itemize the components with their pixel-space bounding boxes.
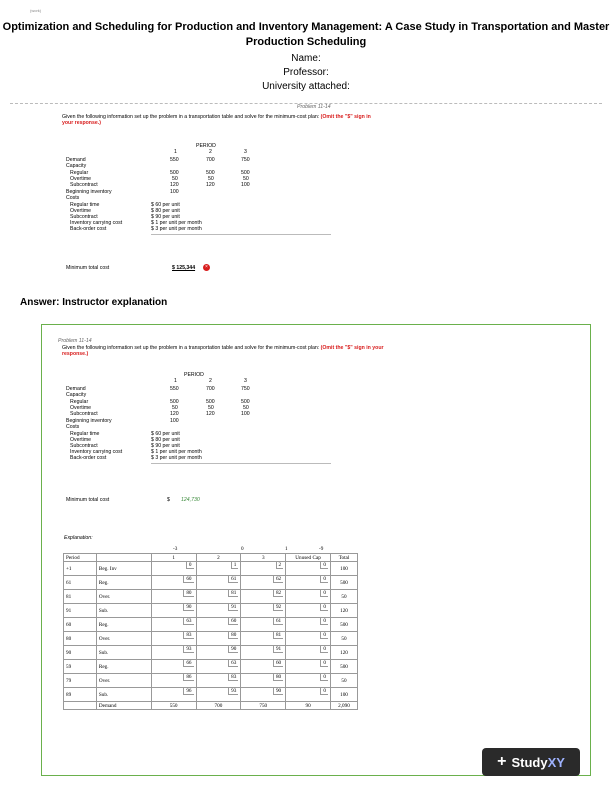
demand-col-3: 750	[241, 702, 286, 710]
professor-line: Professor:	[283, 67, 329, 78]
cell-cost: 86	[183, 674, 193, 681]
overtime-3: 50	[243, 176, 249, 182]
cost-cell	[151, 576, 196, 590]
row-label: 59	[64, 660, 97, 674]
table-row	[64, 688, 358, 702]
cell-cost: 83	[183, 632, 193, 639]
row-source: Reg.	[96, 618, 151, 632]
top-u2: 0	[241, 546, 244, 552]
a-period-2: 2	[209, 378, 212, 384]
min-total-label: Minimum total cost	[66, 265, 110, 271]
table-row	[64, 632, 358, 646]
university-line: University attached:	[262, 81, 350, 92]
row-total: 500	[330, 660, 357, 674]
a-demand-3: 750	[241, 386, 250, 392]
cost-cell	[286, 590, 331, 604]
top-u4: -9	[319, 546, 324, 552]
cost-cell	[151, 604, 196, 618]
cell-cost: 0	[186, 562, 194, 569]
row-source: Beg. Inv	[96, 562, 151, 576]
header-total: Total	[330, 554, 357, 562]
cell-cost: 90	[183, 604, 193, 611]
cost-backorder: $ 3 per unit per month	[151, 226, 202, 232]
overtime-label: Overtime	[70, 176, 92, 182]
cell-cost: 0	[320, 688, 328, 695]
cost-cell	[286, 562, 331, 576]
a-backorder-label: Back-order cost	[70, 455, 107, 461]
row-total: 500	[330, 576, 357, 590]
cell-cost: 91	[228, 604, 238, 611]
a-overtime-label: Overtime	[70, 405, 92, 411]
transportation-table	[63, 553, 358, 710]
regular-time-label: Regular time	[70, 202, 100, 208]
overtime-1: 50	[172, 176, 178, 182]
subcontract-2: 120	[206, 182, 215, 188]
row-label: 61	[64, 576, 97, 590]
cell-cost: 60	[183, 576, 193, 583]
row-source: Sub.	[96, 646, 151, 660]
row-label: 79	[64, 674, 97, 688]
capacity-label: Capacity	[66, 163, 87, 169]
cost-regular: $ 60 per unit	[151, 202, 180, 208]
a-period-3: 3	[244, 378, 247, 384]
table-row	[64, 660, 358, 674]
cost-overtime: $ 80 per unit	[151, 208, 180, 214]
a-period-head: PERIOD	[184, 372, 204, 378]
demand-2: 700	[206, 157, 215, 163]
answer-label: Answer: Instructor explanation	[20, 297, 168, 308]
table-row	[64, 590, 358, 604]
demand-label: Demand	[66, 157, 86, 163]
cell-cost: 0	[320, 576, 328, 583]
answer-problem-table	[66, 372, 286, 482]
a-table-rule	[151, 463, 331, 464]
carrying-label: Inventory carrying cost	[70, 220, 123, 226]
a-costs-label: Costs	[66, 424, 80, 430]
subcontract-cost-label: Subcontract	[70, 214, 98, 220]
demand-row	[64, 702, 358, 710]
row-source: Over.	[96, 674, 151, 688]
plus-icon: +	[497, 753, 507, 770]
cost-cell	[241, 604, 286, 618]
cost-cell	[196, 688, 241, 702]
a-regular-time-label: Regular time	[70, 431, 100, 437]
row-source: Over.	[96, 632, 151, 646]
a-regular-2: 500	[206, 399, 215, 405]
min-total-value: $ 125,344	[172, 265, 196, 271]
cost-cell	[286, 618, 331, 632]
cell-cost: 61	[228, 576, 238, 583]
cost-cell	[151, 674, 196, 688]
cost-cell	[196, 646, 241, 660]
cost-cell	[196, 618, 241, 632]
period-head: PERIOD	[196, 143, 216, 149]
row-label: 60	[64, 618, 97, 632]
regular-2: 500	[206, 170, 215, 176]
answer-problem-text: Given the following information set up the problem in a transportation table and solve for the minimum-cost plan: (Omit the "$" sign in your response.)	[62, 345, 384, 358]
demand-row-label: Demand	[96, 702, 151, 710]
table-row	[64, 604, 358, 618]
cost-cell	[286, 632, 331, 646]
cost-cell	[196, 674, 241, 688]
row-source: Sub.	[96, 604, 151, 618]
a-subcontract-1: 120	[170, 411, 179, 417]
cell-cost: 0	[320, 646, 328, 653]
cost-cell	[196, 590, 241, 604]
row-source: Over.	[96, 590, 151, 604]
cost-cell	[196, 660, 241, 674]
cost-cell	[151, 562, 196, 576]
cost-cell	[286, 660, 331, 674]
badge-study: Study	[511, 754, 548, 770]
cost-cell	[151, 688, 196, 702]
a-beg-inv-label: Beginning inventory	[66, 418, 112, 424]
problem-label: Problem 11-14	[297, 104, 331, 110]
cost-cell	[151, 632, 196, 646]
cost-cell	[241, 562, 286, 576]
cost-cell	[241, 618, 286, 632]
beg-inv-label: Beginning inventory	[66, 189, 112, 195]
a-cost-subcontract: $ 90 per unit	[151, 443, 180, 449]
cell-cost: 60	[228, 618, 238, 625]
regular-3: 500	[241, 170, 250, 176]
cost-cell	[196, 562, 241, 576]
cell-cost: 93	[183, 646, 193, 653]
table-header-row	[64, 554, 358, 562]
a-cost-overtime: $ 80 per unit	[151, 437, 180, 443]
demand-1: 550	[170, 157, 179, 163]
subcontract-1: 120	[170, 182, 179, 188]
demand-col-unused: 90	[286, 702, 331, 710]
overtime-cost-label: Overtime	[70, 208, 92, 214]
cost-cell	[286, 604, 331, 618]
cost-cell	[286, 688, 331, 702]
row-total: 50	[330, 674, 357, 688]
cost-cell	[241, 576, 286, 590]
a-overtime-3: 50	[243, 405, 249, 411]
row-source: Reg.	[96, 660, 151, 674]
a-cost-backorder: $ 3 per unit per month	[151, 455, 202, 461]
a-period-1: 1	[174, 378, 177, 384]
a-demand-1: 550	[170, 386, 179, 392]
row-source: Sub.	[96, 688, 151, 702]
cell-cost: 60	[273, 660, 283, 667]
cell-cost: 0	[320, 674, 328, 681]
row-total: 100	[330, 688, 357, 702]
cell-cost: 0	[320, 660, 328, 667]
cell-cost: 91	[273, 646, 283, 653]
a-demand-2: 700	[206, 386, 215, 392]
cell-cost: 2	[276, 562, 284, 569]
cost-cell	[151, 646, 196, 660]
cost-cell	[241, 660, 286, 674]
period-2: 2	[209, 149, 212, 155]
a-beg-inv-value: 100	[170, 418, 179, 424]
subcontract-3: 100	[241, 182, 250, 188]
a-cost-carrying: $ 1 per unit per month	[151, 449, 202, 455]
cell-cost: 1	[231, 562, 239, 569]
demand-3: 750	[241, 157, 250, 163]
document-title: Optimization and Scheduling for Production and Inventory Management: A Case Study in Transportation and Master Production Scheduling	[2, 21, 610, 48]
cell-cost: 66	[183, 660, 193, 667]
row-label: 91	[64, 604, 97, 618]
header-source	[96, 554, 151, 562]
problem-table	[66, 143, 286, 253]
header-3: 3	[241, 554, 286, 562]
badge-xy: XY	[547, 754, 565, 770]
cost-cell	[196, 604, 241, 618]
top-u1: -3	[173, 546, 178, 552]
beg-inv-value: 100	[170, 189, 179, 195]
cost-cell	[196, 632, 241, 646]
top-u3: 1	[285, 546, 288, 552]
explanation-label: Explanation:	[64, 535, 93, 541]
a-capacity-label: Capacity	[66, 392, 87, 398]
a-regular-label: Regular	[70, 399, 89, 405]
cell-cost: 0	[320, 590, 328, 597]
cost-cell	[286, 674, 331, 688]
answer-min-total-label: Minimum total cost	[66, 497, 110, 503]
cell-cost: 81	[273, 632, 283, 639]
demand-col-1: 550	[151, 702, 196, 710]
cell-cost: 96	[183, 688, 193, 695]
row-label: 80	[64, 632, 97, 646]
cell-cost: 0	[320, 618, 328, 625]
demand-empty	[64, 702, 97, 710]
row-total: 120	[330, 646, 357, 660]
cell-cost: 82	[273, 590, 283, 597]
table-row	[64, 674, 358, 688]
cost-cell	[151, 660, 196, 674]
a-subcontract-2: 120	[206, 411, 215, 417]
cell-cost: 80	[273, 674, 283, 681]
row-label: 81	[64, 590, 97, 604]
table-rule	[151, 234, 331, 235]
header-1: 1	[151, 554, 196, 562]
cell-cost: 61	[273, 618, 283, 625]
a-subcontract-label: Subcontract	[70, 411, 98, 417]
cell-cost: 81	[228, 590, 238, 597]
table-row	[64, 618, 358, 632]
cost-cell	[196, 576, 241, 590]
table-row	[64, 576, 358, 590]
answer-dollar: $	[167, 497, 170, 503]
a-overtime-2: 50	[208, 405, 214, 411]
row-total: 500	[330, 618, 357, 632]
row-total: 100	[330, 562, 357, 576]
table-row	[64, 646, 358, 660]
cost-cell	[151, 590, 196, 604]
row-label: 90	[64, 646, 97, 660]
period-3: 3	[244, 149, 247, 155]
backorder-label: Back-order cost	[70, 226, 107, 232]
costs-label: Costs	[66, 195, 80, 201]
period-1: 1	[174, 149, 177, 155]
a-overtime-cost-label: Overtime	[70, 437, 92, 443]
cell-cost: 83	[228, 674, 238, 681]
demand-col-total: 2,090	[330, 702, 357, 710]
a-regular-3: 500	[241, 399, 250, 405]
row-label: 89	[64, 688, 97, 702]
cell-cost: 0	[320, 632, 328, 639]
name-line: Name:	[291, 53, 321, 64]
row-label: +1	[64, 562, 97, 576]
cell-cost: 80	[228, 632, 238, 639]
cost-subcontract: $ 90 per unit	[151, 214, 180, 220]
a-overtime-1: 50	[172, 405, 178, 411]
cost-cell	[286, 576, 331, 590]
header-tiny: (work)	[30, 8, 42, 13]
header-unused: Unused Cap	[286, 554, 331, 562]
cost-cell	[241, 688, 286, 702]
cell-cost: 63	[183, 618, 193, 625]
header-period: Period	[64, 554, 97, 562]
row-total: 50	[330, 590, 357, 604]
cell-cost: 0	[320, 562, 328, 569]
regular-label: Regular	[70, 170, 89, 176]
answer-min-total-value: 124,730	[181, 497, 200, 503]
row-total: 50	[330, 632, 357, 646]
cell-cost: 63	[228, 660, 238, 667]
answer-problem-label: Problem 11-14	[58, 338, 92, 344]
regular-1: 500	[170, 170, 179, 176]
cell-cost: 62	[273, 576, 283, 583]
overtime-2: 50	[208, 176, 214, 182]
a-subcontract-cost-label: Subcontract	[70, 443, 98, 449]
a-carrying-label: Inventory carrying cost	[70, 449, 123, 455]
cost-cell	[241, 646, 286, 660]
cell-cost: 0	[320, 604, 328, 611]
subcontract-label: Subcontract	[70, 182, 98, 188]
cost-cell	[241, 590, 286, 604]
cell-cost: 80	[183, 590, 193, 597]
cost-cell	[241, 674, 286, 688]
a-subcontract-3: 100	[241, 411, 250, 417]
wrong-icon: ×	[203, 264, 210, 271]
cost-carrying: $ 1 per unit per month	[151, 220, 202, 226]
cost-cell	[286, 646, 331, 660]
table-row	[64, 562, 358, 576]
a-cost-regular: $ 60 per unit	[151, 431, 180, 437]
cell-cost: 92	[273, 604, 283, 611]
row-source: Reg.	[96, 576, 151, 590]
cost-cell	[241, 632, 286, 646]
row-total: 120	[330, 604, 357, 618]
a-demand-label: Demand	[66, 386, 86, 392]
cell-cost: 93	[228, 688, 238, 695]
studyxy-badge[interactable]	[482, 748, 580, 776]
cost-cell	[151, 618, 196, 632]
cell-cost: 90	[228, 646, 238, 653]
problem-text: Given the following information set up the problem in a transportation table and solve for the minimum-cost plan: (Omit the "$" sign in your response.)	[62, 114, 371, 127]
a-regular-1: 500	[170, 399, 179, 405]
demand-col-2: 700	[196, 702, 241, 710]
header-2: 2	[196, 554, 241, 562]
cell-cost: 90	[273, 688, 283, 695]
